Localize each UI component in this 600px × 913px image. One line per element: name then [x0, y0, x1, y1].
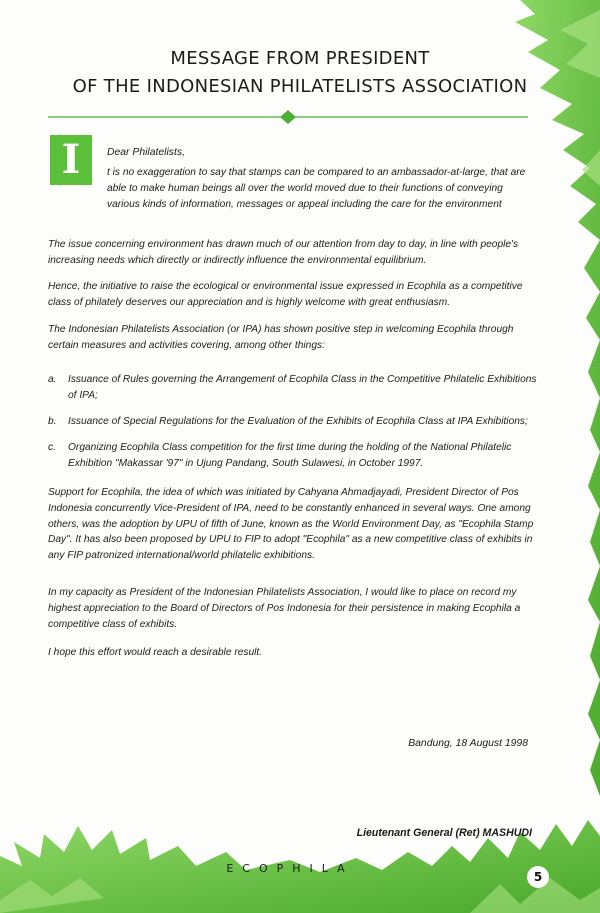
- list-marker: b.: [48, 416, 57, 427]
- page-title-line2: OF THE INDONESIAN PHILATELISTS ASSOCIATION: [72, 76, 528, 97]
- date-line: Bandung, 18 August 1998: [408, 738, 528, 749]
- paragraph-2: The issue concerning environment has drawn much of our attention from day to day, in line with people's increasing needs which directly or indirectly influence the environmental equilibrium.: [48, 239, 519, 266]
- salutation: Dear Philatelists,: [107, 147, 185, 158]
- paragraph-5: Support for Ecophila, the idea of which was initiated by Cahyana Ahmadjayadi, President Director of Pos Indonesia concurrently Vice-President of IPA, need to be constantly enhanced in several ways. One among others, was the adoption by UPU of fifth of June, known as the World Environment Day, as "Ecophila Stamp Day". It has also been proposed by UPU to FIP to adopt "Ecophila" as a new competitive class of exhibits in any FIP patronized international/world philatelic exhibitions.: [48, 487, 534, 562]
- list-text: Issuance of Rules governing the Arrangement of Ecophila Class in the Competitive Philatelic Exhibitions of IPA;: [68, 374, 537, 401]
- list-marker: c.: [48, 442, 56, 453]
- list-text: Issuance of Special Regulations for the Evaluation of the Exhibits of Ecophila Class at IPA Exhibitions;: [68, 416, 528, 427]
- publication-footer: ECOPHILA: [226, 862, 354, 875]
- paragraph-7: I hope this effort would reach a desirable result.: [48, 647, 263, 658]
- page-title-line1: MESSAGE FROM PRESIDENT: [170, 48, 430, 69]
- dropcap-ornament: [50, 135, 92, 185]
- page-number: 5: [527, 866, 549, 888]
- dropcap-letter: I: [61, 136, 81, 183]
- paragraph-3: Hence, the initiative to raise the ecological or environmental issue expressed in Ecophila as a competitive class of philately deserves our appreciation and is highly welcome with great enthusiasm.: [48, 281, 523, 308]
- list-marker: a.: [48, 374, 57, 385]
- list-item-a: [48, 372, 538, 404]
- signature: Lieutenant General (Ret) MASHUDI: [356, 827, 532, 839]
- paragraph-1: t is no exaggeration to say that stamps can be compared to an ambassador-at-large, that are able to make human beings all over the world moved due to their functions of conveying various kinds of information, messages or appeal including the care for the environment: [107, 167, 526, 210]
- list-item-b: [48, 414, 538, 430]
- paragraph-4: The Indonesian Philatelists Association (or IPA) has shown positive step in welcoming Ecophila through certain measures and activities covering, among other things:: [48, 324, 514, 351]
- diamond-divider: [48, 110, 528, 124]
- paragraph-6: In my capacity as President of the Indonesian Philatelists Association, I would like to place on record my highest appreciation to the Board of Directors of Pos Indonesia for their persistence in making Ecophila a competitive class of exhibits.: [48, 587, 521, 630]
- list-text: Organizing Ecophila Class competition for the first time during the holding of the National Philatelic Exhibition "Makassar '97" in Ujung Pandang, South Sulawesi, in October 1997.: [68, 442, 512, 469]
- list-item-c: [48, 440, 538, 472]
